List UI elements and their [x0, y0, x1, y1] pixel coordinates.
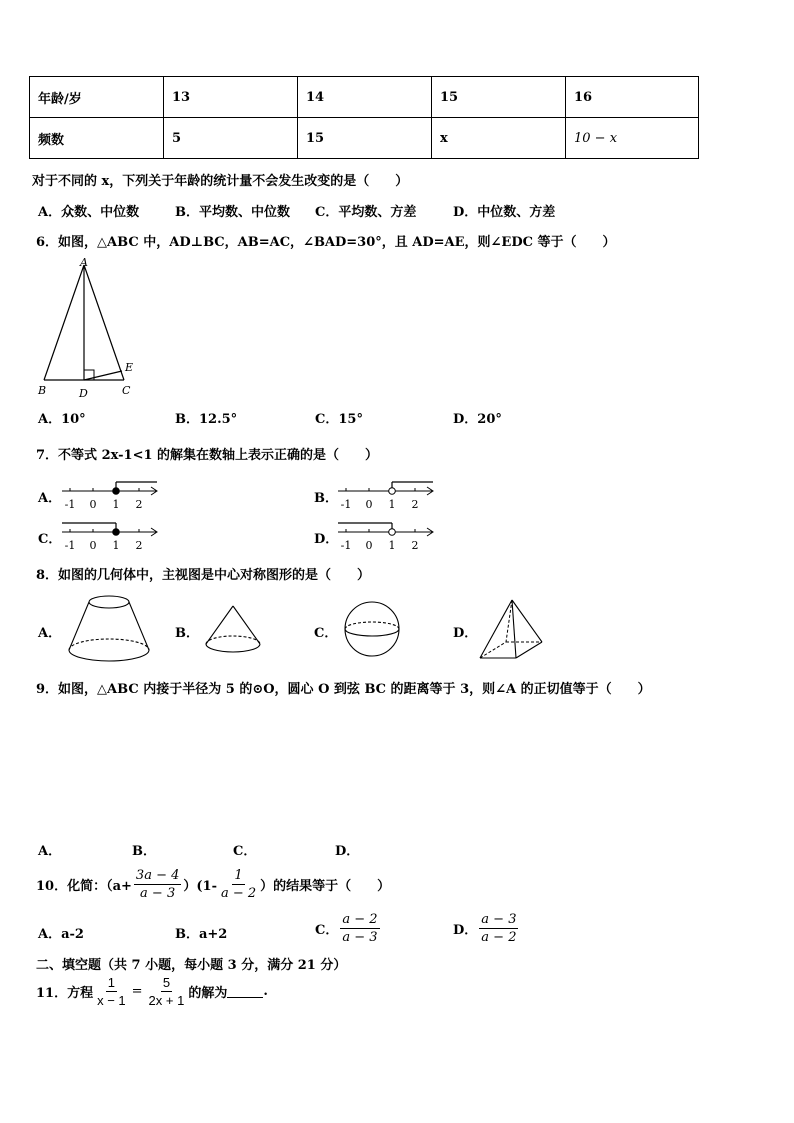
q9-stem: 9．如图，△ABC 内接于半径为 5 的⊙O，圆心 O 到弦 BC 的距离等于 3，则∠A 的正切值等于（ ） [36, 682, 651, 697]
answer-blank [227, 985, 263, 998]
q10-option-d-fraction [479, 912, 518, 945]
tick-label: 2 [411, 539, 419, 552]
table-cell: 15 [432, 77, 566, 118]
q10-option-c-label: C． [315, 923, 339, 938]
q8-stem: 8．如图的几何体中，主视图是中心对称图形的是（ ） [36, 568, 371, 583]
tick-label: 0 [365, 498, 373, 511]
frustum-icon [66, 592, 152, 664]
table-row [30, 118, 699, 159]
tick-label: -1 [64, 539, 76, 552]
fraction-numerator: 1 [107, 975, 115, 990]
fraction-numerator: 5 [162, 975, 171, 990]
triangle-figure [36, 255, 146, 400]
fraction-denominator: x − 1 [97, 993, 126, 1008]
fraction-denominator: a − 2 [481, 930, 517, 945]
table-cell: 15 [298, 118, 432, 159]
tick-label: -1 [340, 539, 352, 552]
endpoint-dot [113, 529, 120, 536]
label-c: C [122, 384, 131, 397]
fraction-denominator: 2x + 1 [148, 993, 185, 1008]
section-heading: 二、填空题（共 7 小题，每小题 3 分，满分 21 分） [36, 958, 347, 973]
q11-fraction-2 [147, 975, 187, 1008]
q7-option-c-label: C． [38, 532, 62, 547]
q7-option-d-label: D． [314, 532, 339, 547]
tick-label: 1 [388, 539, 396, 552]
tick-label: -1 [64, 498, 76, 511]
tick-label: -1 [340, 498, 352, 511]
table-cell: 年龄/岁 [30, 77, 164, 118]
frequency-table [29, 76, 699, 159]
q10-option-a: A．a-2 [38, 927, 84, 942]
q11-fraction-1 [95, 975, 128, 1008]
q9-option-d: D． [335, 844, 360, 859]
table-cell: x [432, 118, 566, 159]
q10-option-d-label: D． [453, 923, 478, 938]
q6-option-b: B．12.5° [175, 412, 238, 427]
q10-option-c [315, 912, 382, 945]
label-b: B [38, 384, 47, 397]
q10-option-c-fraction [340, 912, 379, 945]
q7-option-b-label: B． [314, 491, 338, 506]
table-cell: 16 [566, 77, 699, 118]
q10-mid: ）(1- [183, 879, 217, 894]
q6-option-c: C．15° [315, 412, 363, 427]
q8-option-d-label: D． [453, 626, 478, 641]
table-cell: 频数 [30, 118, 164, 159]
q10-option-d [453, 912, 520, 945]
fraction-denominator: a − 2 [220, 886, 257, 901]
table-cell: 13 [164, 77, 298, 118]
q7-option-a-label: A． [38, 491, 62, 506]
tick-label: 1 [112, 539, 120, 552]
q10-fraction-1 [134, 868, 181, 901]
label-d: D [79, 387, 88, 400]
pyramid-icon [476, 598, 546, 662]
fraction-numerator: a − 2 [342, 912, 378, 927]
q8-option-a-label: A． [38, 626, 62, 641]
tick-label: 1 [388, 498, 396, 511]
fraction-numerator: a − 3 [481, 912, 517, 927]
tick-label: 0 [89, 539, 97, 552]
q8-option-b-label: B． [175, 626, 199, 641]
q11-stem [36, 975, 268, 1008]
q10-prefix: 10．化简：（a+ [36, 879, 132, 894]
equals-sign: = [131, 984, 143, 999]
number-line-d [336, 518, 436, 554]
fraction-denominator: a − 3 [140, 886, 176, 901]
endpoint-dot [389, 488, 396, 495]
number-line-c [60, 518, 160, 554]
q11-suffix: 的解为 [188, 986, 228, 1001]
q9-option-b: B． [132, 844, 156, 859]
table-cell: 5 [164, 118, 298, 159]
tick-label: 0 [89, 498, 97, 511]
tick-label: 1 [112, 498, 120, 511]
q5-option-c: C．平均数、方差 [315, 205, 417, 220]
q6-stem: 6．如图，△ABC 中，AD⊥BC，AB=AC，∠BAD=30°，且 AD=AE，则∠EDC 等于（ ） [36, 235, 616, 250]
table-cell: 10 − x [566, 118, 699, 159]
q10-suffix: ）的结果等于（ ） [260, 879, 391, 894]
label-e: E [125, 361, 134, 374]
tick-label: 2 [411, 498, 419, 511]
sphere-icon [343, 600, 401, 658]
table-header-row [30, 77, 699, 118]
q6-option-a: A．10° [38, 412, 86, 427]
q5-option-d: D．中位数、方差 [453, 205, 556, 220]
tick-label: 2 [135, 498, 143, 511]
label-a: A [80, 256, 88, 269]
q8-option-c-label: C． [314, 626, 338, 641]
q10-fraction-2 [219, 868, 258, 901]
number-line-b [336, 477, 436, 513]
fraction-numerator: 3a − 4 [135, 868, 180, 883]
q5-option-b: B．平均数、中位数 [175, 205, 290, 220]
number-line-a [60, 477, 160, 513]
q7-stem: 7．不等式 2x-1<1 的解集在数轴上表示正确的是（ ） [36, 448, 379, 463]
q5-option-a: A．众数、中位数 [38, 205, 140, 220]
q5-stem: 对于不同的 x，下列关于年龄的统计量不会发生改变的是（ ） [32, 174, 409, 189]
endpoint-dot [113, 488, 120, 495]
table-cell: 14 [298, 77, 432, 118]
fraction-numerator: 1 [234, 868, 243, 883]
q9-option-a: A． [38, 844, 62, 859]
fraction-denominator: a − 3 [342, 930, 378, 945]
q10-stem [36, 868, 390, 901]
tick-label: 2 [135, 539, 143, 552]
q10-option-b: B．a+2 [175, 927, 228, 942]
endpoint-dot [389, 529, 396, 536]
q11-prefix: 11．方程 [36, 986, 94, 1001]
tick-label: 0 [365, 539, 373, 552]
q6-option-d: D．20° [453, 412, 502, 427]
q11-end: . [263, 984, 268, 999]
cone-icon [203, 604, 263, 656]
q9-option-c: C． [233, 844, 257, 859]
